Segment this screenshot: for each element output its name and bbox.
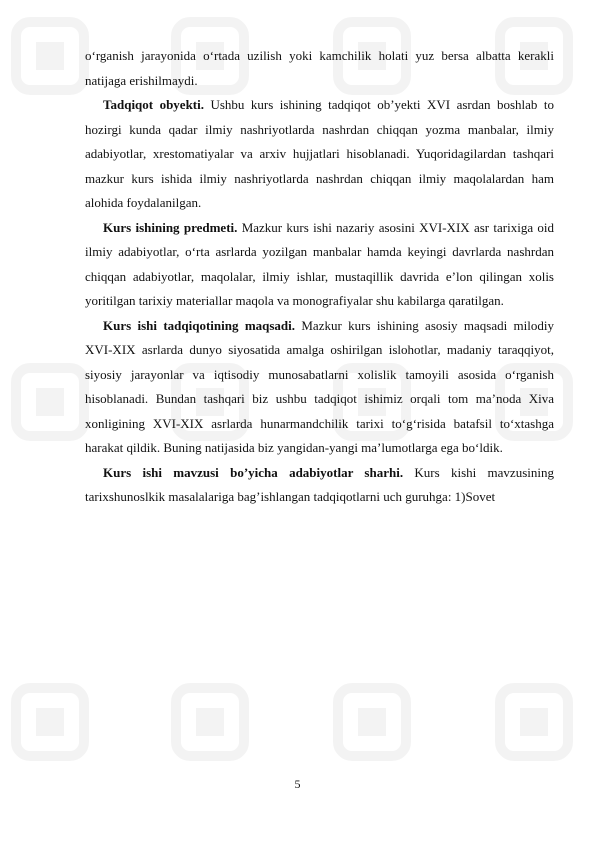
paragraph-heading: Kurs ishi tadqiqotining maqsadi. (103, 317, 296, 333)
document-logo-watermark-icon (330, 680, 414, 764)
paragraph-text: o‘rganish jarayonida o‘rtada uzilish yoki kamchilik holati yuz bersa albatta kerakli natijaga erishilmaydi. (85, 48, 554, 88)
document-page (85, 44, 554, 510)
continuation-paragraph (85, 44, 554, 93)
research-subject-paragraph (85, 216, 554, 314)
page-number: 5 (294, 777, 301, 791)
document-logo-watermark-icon (8, 14, 92, 98)
document-logo-watermark-icon (168, 680, 252, 764)
paragraph-heading: Kurs ishi mavzusi bo’yicha adabiyotlar sharhi. (103, 464, 404, 480)
document-logo-watermark-icon (492, 680, 576, 764)
paragraph-heading: Kurs ishining predmeti. (103, 219, 238, 235)
paragraph-text: Kurs kishi mavzusining tarixshunoslkik masalalariga bag’ishlangan tadqiqotlarni uch guruhga: 1)Sovet (85, 464, 554, 504)
paragraph-heading: Tadqiqot obyekti. (103, 97, 205, 112)
research-goal-paragraph (85, 314, 554, 461)
document-logo-watermark-icon (8, 360, 92, 444)
research-object-paragraph (85, 93, 554, 216)
document-logo-watermark-icon (8, 680, 92, 764)
paragraph-text: Ushbu kurs ishining tadqiqot ob’yekti XVI asrdan boshlab to hozirgi kunda qadar ilmiy nashriyotlarda nashrdan chiqqan yozma manbalar, ilmiy adabiyotlar, xrestomatiyalar va arxiv hujjatlari hisoblanadi. Yuqoridagilardan tashqari mazkur kurs ishida ilmiy nashriyotlarda nashrdan chiqqan ilmiy maqolalardan ham alohida foydalanilgan. (85, 97, 555, 210)
literature-review-paragraph (85, 461, 554, 510)
paragraph-text: Mazkur kurs ishi nazariy asosini XVI-XIX asr tarixiga oid ilmiy adabiyotlar, o‘rta asrlarda yozilgan manbalar hamda keyingi davrlarda nashrdan chiqqan adabiyotlar, maqolalar, ilmiy ishlar, mustaqillik davrida e’lon qilingan xolis yoritilgan tarixiy materiallar maqola va monografiyalar shu kabilarga qaratilgan. (85, 219, 555, 308)
paragraph-text: Mazkur kurs ishining asosiy maqsadi milodiy XVI-XIX asrlarda dunyo siyosatida amalga oshirilgan islohotlar, madaniy taraqqiyot, siyosiy jarayonlar va iqtisodiy munosabatlarni xolislik tamoyili asosida o‘rganish hisoblanadi. Bundan tashqari biz ushbu tadqiqot ishimiz orqali tom ma’noda Xiva xonligining XVI-XIX asrlarda hunarmandchilik tarixi to‘g‘risida batafsil to‘xtashga harakat qildik. Buning natijasida biz yangidan-yangi ma’lumotlarga ega bo‘ldik. (85, 317, 554, 455)
